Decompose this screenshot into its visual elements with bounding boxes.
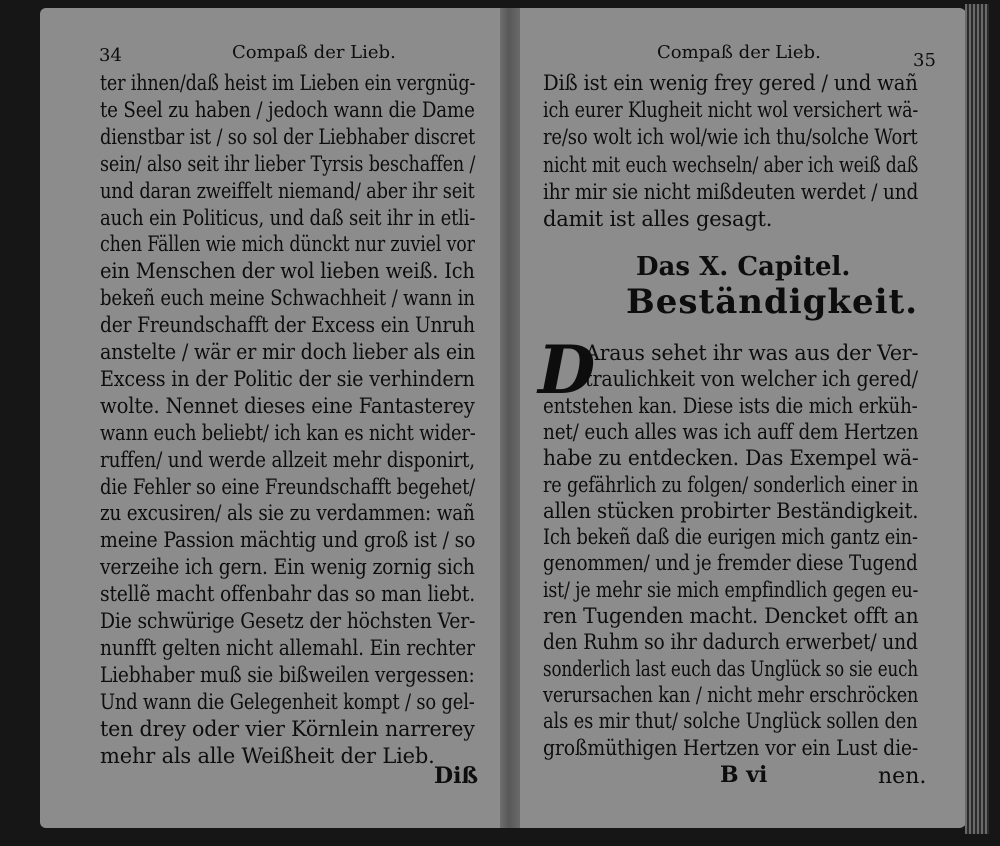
text-line: stellẽ macht offenbahr das so man liebt. xyxy=(100,582,475,607)
text-line: die Fehler so eine Freundschafft begehet/ xyxy=(100,474,476,499)
right-running-head: Compaß der Lieb. xyxy=(657,42,821,63)
left-running-head: Compaß der Lieb. xyxy=(232,42,396,63)
text-line: chen Fällen wie mich dünckt nur zuviel vor xyxy=(100,232,475,257)
chapter-title: Beständigkeit. xyxy=(626,282,919,322)
text-line: großmüthigen Hertzen vor ein Lust die- xyxy=(543,735,919,760)
text-line: habe zu entdecken. Das Exempel wä- xyxy=(543,446,919,471)
text-line: Ich bekeñ daß die eurigen mich gantz ein- xyxy=(543,525,918,550)
text-line: te Seel zu haben / jedoch wann die Dame xyxy=(100,97,475,122)
text-line: den Ruhm so ihr dadurch erwerbet/ und xyxy=(543,630,918,655)
text-line: Die schwürige Gesetz der höchsten Ver- xyxy=(100,609,476,633)
left-catchword: Diß xyxy=(434,763,479,789)
right-catchword: nen. xyxy=(878,764,927,789)
text-line: entstehen kan. Diese ists die mich erküh- xyxy=(543,393,918,418)
text-line: net/ euch alles was ich auff dem Hertzen xyxy=(543,419,919,444)
text-line: Und wann die Gelegenheit kompt / so gel- xyxy=(100,689,475,714)
text-line: damit ist alles gesagt. xyxy=(543,207,773,231)
text-line: zu excusiren/ als sie zu verdammen: wañ xyxy=(100,501,475,526)
text-line: wann euch beliebt/ ich kan es nicht wider- xyxy=(100,420,476,445)
drop-cap: D xyxy=(538,331,596,409)
text-line: verursachen kan / nicht mehr erschröcken xyxy=(543,682,919,707)
text-line: bekeñ euch meine Schwachheit / wann in xyxy=(100,286,475,311)
text-line: als es mir thut/ solche Unglück sollen den xyxy=(543,709,918,734)
chapter-heading: Das X. Capitel. xyxy=(636,252,851,282)
text-line: verzeihe ich gern. Ein wenig zornig sich xyxy=(100,555,475,580)
text-line: ruffen/ und werde allzeit mehr disponirt, xyxy=(100,447,475,472)
text-line: traulichkeit von welcher ich gered/ xyxy=(585,367,918,392)
text-line: der Freundschafft der Excess ein Unruh xyxy=(100,313,475,338)
text-line: mehr als alle Weißheit der Lieb. xyxy=(100,743,435,768)
text-line: und daran zweiffelt niemand/ aber ihr seit xyxy=(100,178,475,203)
text-line: sonderlich last euch das Unglück so sie euch xyxy=(543,656,918,681)
text-line: Araus sehet ihr was aus der Ver- xyxy=(585,341,919,365)
text-line: ihr mir sie nicht mißdeuten werdet / und xyxy=(543,179,919,204)
right-page-number: 35 xyxy=(913,50,936,71)
text-line: anstelte / wär er mir doch lieber als ein xyxy=(100,340,476,364)
text-line: ren Tugenden macht. Dencket offt an xyxy=(543,604,919,628)
text-line: genommen/ und je fremder diese Tugend xyxy=(543,551,918,576)
text-line: auch ein Politicus, und daß seit ihr in etli- xyxy=(100,205,476,230)
text-line: re gefährlich zu folgen/ sonderlich einer in xyxy=(543,472,919,497)
text-line: allen stücken probirter Beständigkeit. xyxy=(543,498,919,523)
text-line: ist/ je mehr sie mich empfindlich gegen eu- xyxy=(543,577,919,602)
left-page-number: 34 xyxy=(99,45,122,66)
text-line: ter ihnen/daß heist im Lieben ein vergnüg- xyxy=(100,71,476,95)
text-line: dienstbar ist / so sol der Liebhaber discret xyxy=(100,124,476,149)
text-line: Diß ist ein wenig frey gered / und wañ xyxy=(543,71,918,95)
signature-mark: B vi xyxy=(720,762,768,788)
text-line: wolte. Nennet dieses eine Fantasterey xyxy=(100,393,475,418)
text-line: nicht mit euch wechseln/ aber ich weiß daß xyxy=(543,152,919,177)
text-line: re/so wolt ich wol/wie ich thu/solche Wort xyxy=(543,125,918,150)
text-line: ein Menschen der wol lieben weiß. Ich xyxy=(100,259,475,284)
text-line: sein/ also seit ihr lieber Tyrsis beschaffen / xyxy=(100,151,476,176)
text-line: nunfft gelten nicht allemahl. Ein rechter xyxy=(100,635,475,660)
text-line: ten drey oder vier Körnlein narrerey xyxy=(100,716,475,741)
text-line: meine Passion mächtig und groß ist / so xyxy=(100,528,476,553)
text-line: Liebhaber muß sie bißweilen vergessen: xyxy=(100,662,475,687)
text-line: Excess in der Politic der sie verhindern xyxy=(100,366,475,391)
text-line: ich eurer Klugheit nicht wol versichert wä- xyxy=(543,98,919,123)
